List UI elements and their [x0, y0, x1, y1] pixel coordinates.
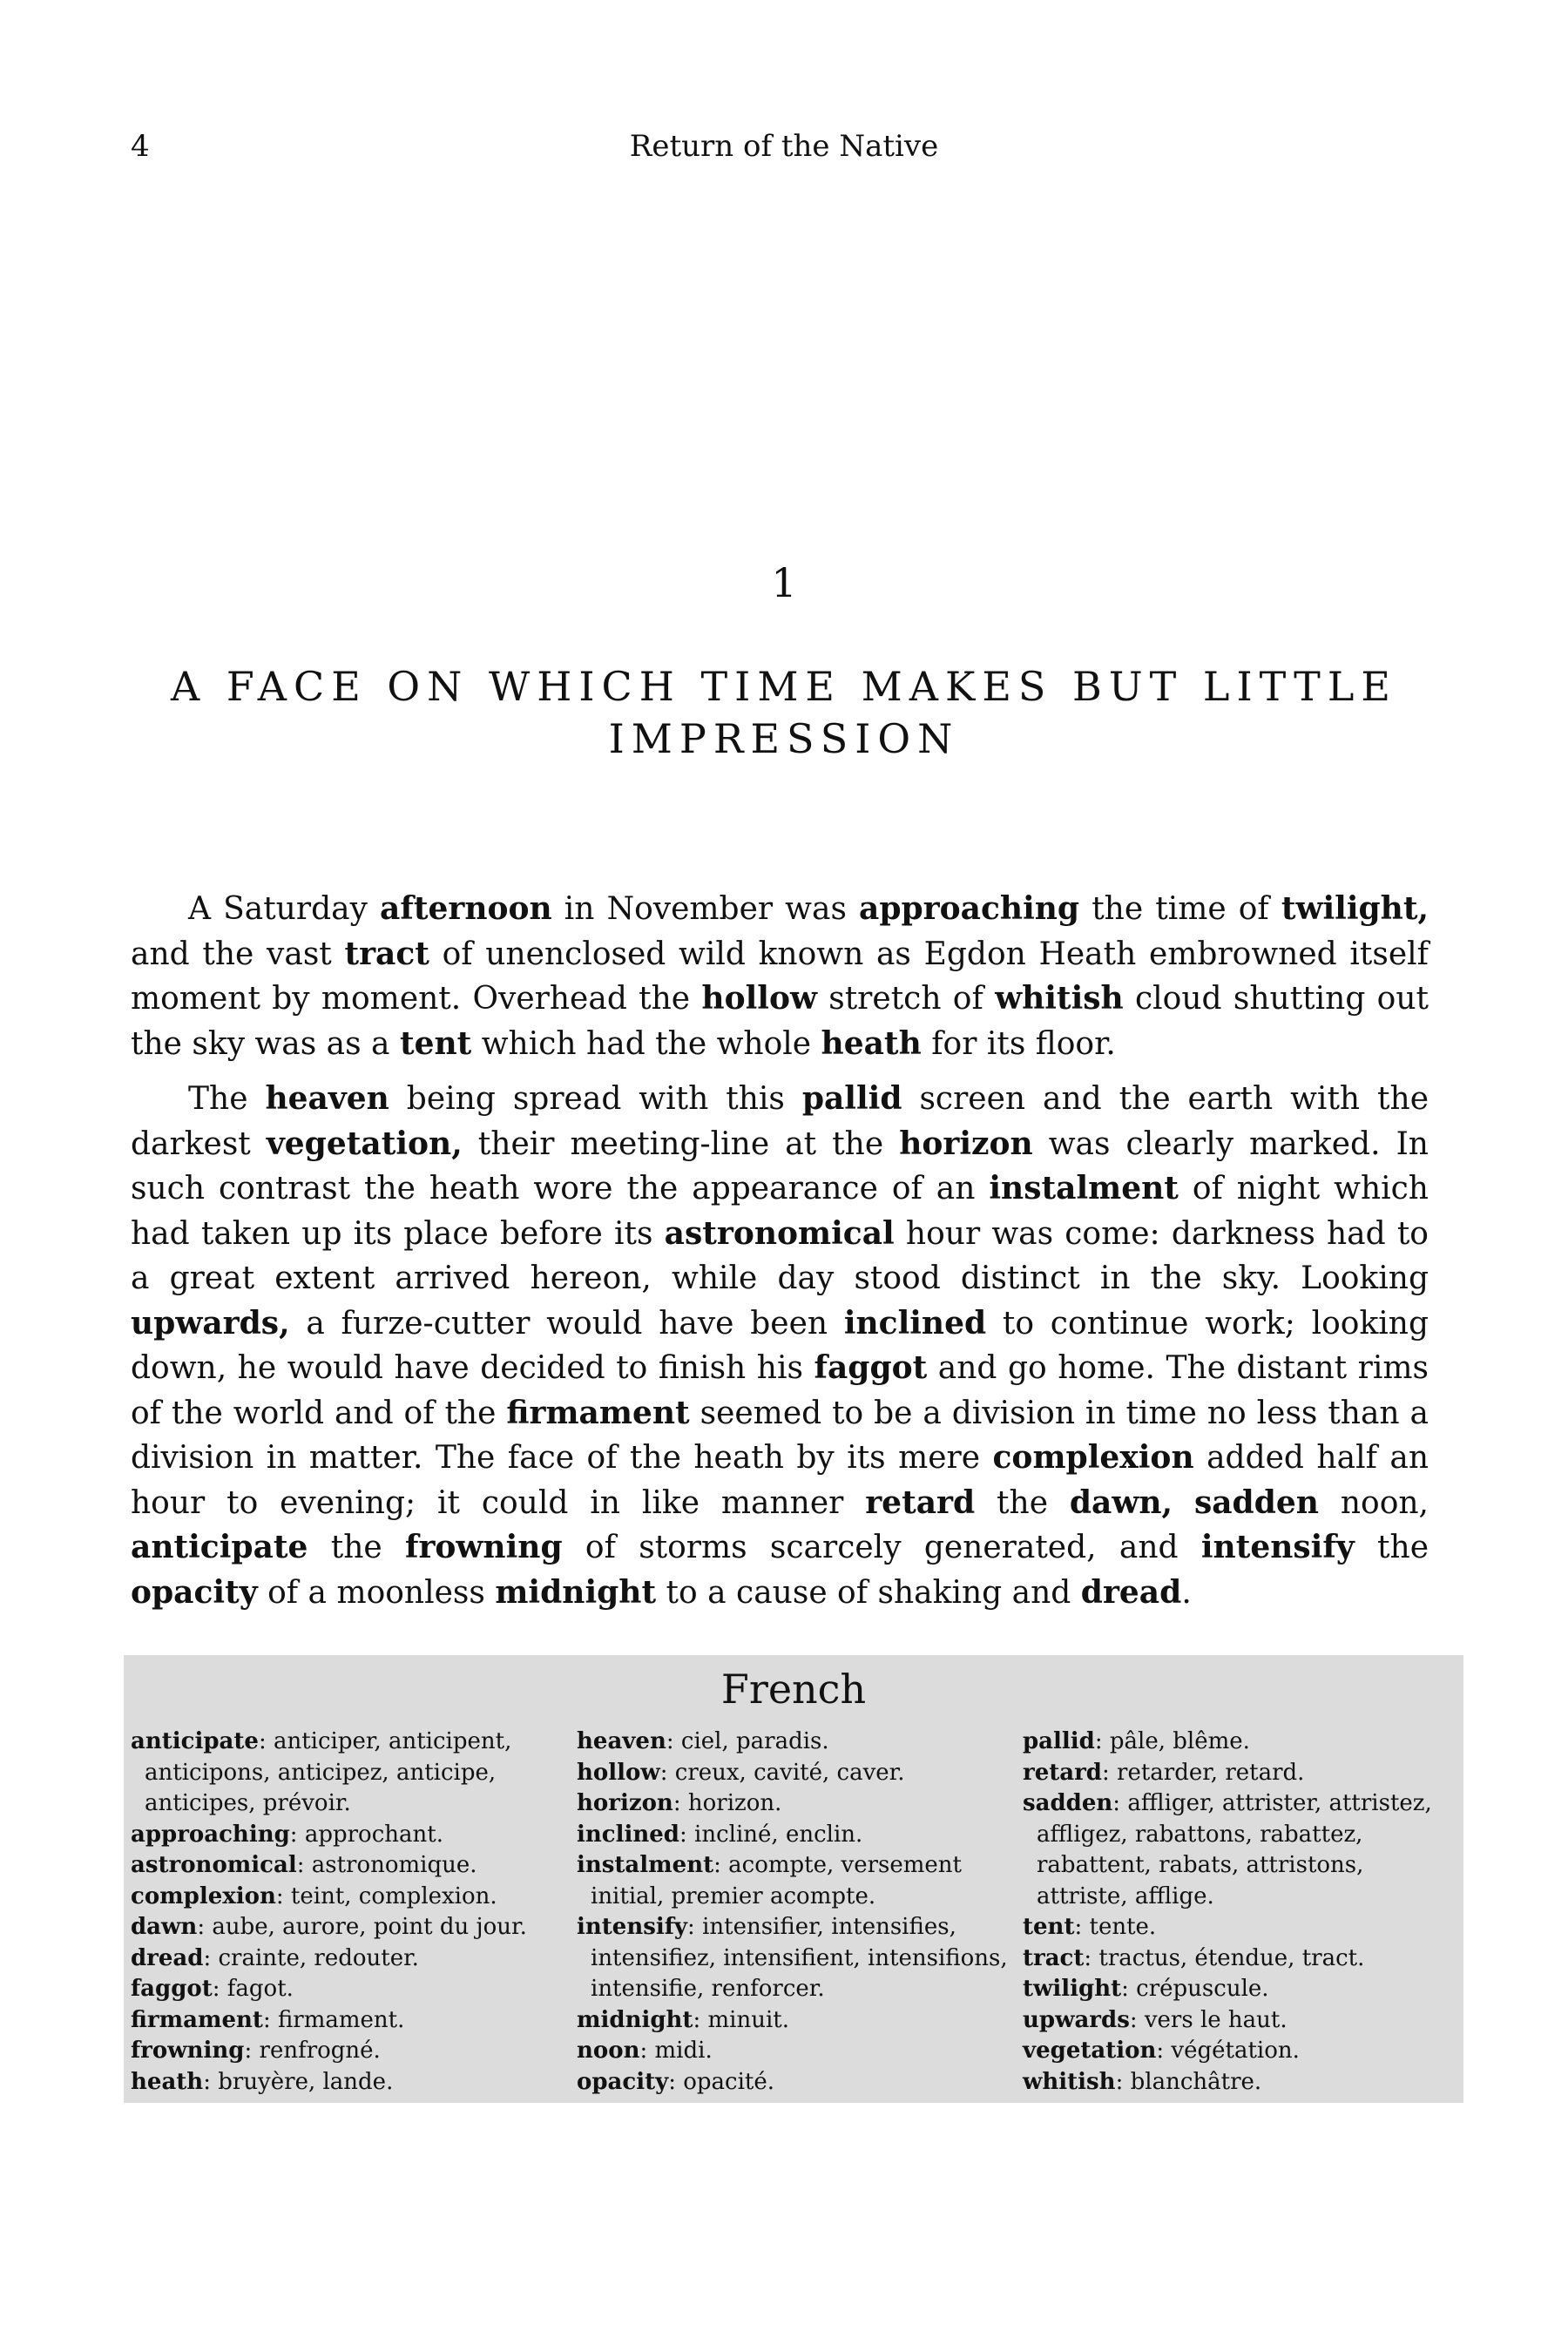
text-run: .: [1181, 1574, 1192, 1611]
glossary-definition: : fagot.: [212, 1976, 294, 2002]
text-run: stretch of: [816, 981, 996, 1017]
body-text: [131, 887, 1429, 1625]
glossary-term: instalment: [577, 1852, 714, 1878]
glossary-definition: : tente.: [1074, 1914, 1157, 1940]
glossary-term: approaching: [131, 1821, 290, 1848]
text-run: to a cause of shaking and: [656, 1574, 1081, 1611]
glossary-entry: [131, 1912, 564, 1943]
glossed-word: heaven: [265, 1080, 389, 1117]
text-run: seemed to be a division in time no less than a division in matter. The face of the heath by its mere: [131, 1395, 1429, 1476]
text-run: added half an hour to evening; it could in like manner: [131, 1440, 1429, 1521]
glossary-term: upwards: [1023, 2006, 1130, 2033]
glossary-entry: [1023, 1943, 1456, 1975]
text-run: the: [1354, 1530, 1429, 1565]
glossary-definition: : affliger, attrister, attristez, affligez, rabattons, rabattez, rabattent, rabats, attristons, attriste, afflige.: [1037, 1790, 1432, 1909]
glossed-word: upwards,: [131, 1304, 290, 1342]
french-glossary: [124, 1655, 1463, 2108]
glossary-term: hollow: [577, 1759, 660, 1786]
glossed-word: whitish: [995, 980, 1124, 1017]
glossary-term: firmament: [131, 2006, 263, 2033]
glossed-word: dread: [1080, 1573, 1182, 1611]
glossary-term: vegetation: [1023, 2038, 1157, 2064]
glossary-definition: : crainte, redouter.: [203, 1944, 419, 1971]
glossed-word: hollow: [701, 980, 817, 1017]
glossary-entry: [1023, 1974, 1456, 2005]
glossed-word: horizon: [899, 1125, 1033, 1162]
glossary-term: anticipate: [131, 1728, 259, 1754]
glossary-definition: : incliné, enclin.: [679, 1821, 863, 1848]
glossary-definition: : anticiper, anticipent, anticipons, anticipez, anticipe, anticipes, prévoir.: [145, 1728, 512, 1816]
glossary-entry: [1023, 2036, 1456, 2067]
glossary-term: dread: [131, 1944, 204, 1971]
glossed-word: dawn,: [1069, 1484, 1173, 1521]
text-run: the: [975, 1484, 1070, 1521]
glossary-term: complexion: [131, 1882, 276, 1909]
glossed-word: pallid: [801, 1080, 902, 1117]
glossary-definition: : creux, cavité, caver.: [659, 1759, 905, 1786]
text-run: cloud shutting out the sky was as a: [131, 981, 1429, 1062]
glossary-entry: [1023, 1788, 1456, 1912]
glossary-term: whitish: [1023, 2068, 1116, 2095]
glossary-definition: : minuit.: [693, 2006, 789, 2033]
glossary-term: astronomical: [131, 1852, 297, 1878]
text-run: and the vast: [131, 936, 345, 972]
glossed-word: anticipate: [131, 1529, 308, 1565]
glossary-entry: [577, 2036, 1010, 2067]
glossary-column-1: [131, 1727, 564, 2103]
text-run: which had the whole: [471, 1025, 821, 1062]
text-run: was clearly marked. In such contrast the heath wore the appearance of an: [131, 1125, 1429, 1206]
glossary-entry: [577, 1820, 1010, 1851]
glossed-word: tract: [344, 935, 429, 972]
glossed-word: tent: [399, 1024, 472, 1062]
glossary-entry: [1023, 2067, 1456, 2099]
glossed-word: vegetation,: [266, 1125, 463, 1162]
glossary-entry: [577, 1727, 1010, 1758]
glossary-term: midnight: [577, 2006, 693, 2033]
glossary-entry: [131, 2005, 564, 2037]
glossed-word: inclined: [843, 1304, 987, 1342]
glossary-definition: : intensifier, intensifies, intensifiez, intensifient, intensifions, intensifie, renforcer.: [591, 1914, 1008, 2002]
glossed-word: frowning: [404, 1529, 563, 1565]
glossary-definition: : tractus, étendue, tract.: [1084, 1944, 1365, 1971]
glossary-term: retard: [1023, 1759, 1102, 1786]
glossary-term: heath: [131, 2068, 204, 2095]
glossary-term: horizon: [577, 1790, 673, 1816]
glossed-word: approaching: [859, 890, 1080, 927]
text-run: to continue work; looking down, he would have decided to finish his: [131, 1305, 1429, 1386]
glossed-word: intensify: [1200, 1529, 1355, 1565]
glossed-word: opacity: [131, 1573, 258, 1611]
glossed-word: heath: [821, 1024, 922, 1062]
glossary-definition: : acompte, versement initial, premier acompte.: [591, 1852, 962, 1909]
glossary-definition: : astronomique.: [296, 1852, 477, 1878]
glossed-word: sadden: [1193, 1484, 1319, 1521]
glossary-entry: [131, 1943, 564, 1975]
glossary-term: heaven: [577, 1728, 666, 1754]
glossed-word: afternoon: [380, 890, 552, 927]
glossary-entry: [1023, 1758, 1456, 1789]
glossary-definition: : aube, aurore, point du jour.: [197, 1914, 527, 1940]
glossary-definition: : retarder, retard.: [1101, 1759, 1305, 1786]
glossary-entry: [131, 1820, 564, 1851]
glossary-definition: : opacité.: [668, 2068, 775, 2095]
text-run: the: [308, 1530, 405, 1565]
text-run: hour was come: darkness had to a great extent arrived hereon, while day stood distinct in the sky. Looking: [131, 1215, 1429, 1296]
glossary-definition: : bruyère, lande.: [203, 2068, 394, 2095]
glossed-word: complexion: [992, 1439, 1194, 1476]
glossary-term: sadden: [1023, 1790, 1113, 1816]
glossary-entry: [131, 1850, 564, 1882]
glossary-definition: : blanchâtre.: [1115, 2068, 1262, 2095]
glossed-word: firmament: [506, 1394, 690, 1431]
glossary-definition: : firmament.: [262, 2006, 405, 2033]
glossary-entry: [131, 1727, 564, 1820]
glossary-term: opacity: [577, 2068, 669, 2095]
glossary-definition: : crépuscule.: [1121, 1976, 1269, 2002]
glossary-entry: [1023, 2005, 1456, 2037]
book-title: Return of the Native: [629, 129, 939, 164]
glossed-word: instalment: [989, 1170, 1179, 1206]
chapter-number: 1: [771, 559, 797, 606]
text-run: for its floor.: [921, 1025, 1116, 1062]
text-run: their meeting-line at the: [462, 1125, 900, 1162]
text-run: of a moonless: [257, 1574, 496, 1611]
glossary-definition: : renfrogné.: [244, 2038, 381, 2064]
glossary-term: inclined: [577, 1821, 679, 1848]
glossed-word: astronomical: [664, 1214, 895, 1252]
glossary-entry: [131, 2067, 564, 2099]
glossed-word: twilight,: [1281, 890, 1429, 927]
text-run: of unenclosed wild known as Egdon Heath embrowned itself moment by moment. Overhead the: [131, 936, 1429, 1017]
glossary-term: tent: [1023, 1914, 1075, 1940]
glossary-definition: : vers le haut.: [1129, 2006, 1288, 2033]
glossary-definition: : végétation.: [1156, 2038, 1300, 2064]
glossary-definition: : teint, complexion.: [275, 1882, 497, 1909]
text-run: and go home. The distant rims of the world and of the: [131, 1350, 1429, 1431]
glossary-entry: [577, 2005, 1010, 2037]
text-run: screen and the earth with the darkest: [131, 1081, 1429, 1162]
glossary-entry: [577, 1758, 1010, 1789]
glossary-definition: : approchant.: [289, 1821, 443, 1848]
glossary-definition: : ciel, paradis.: [666, 1728, 829, 1754]
text-run: of night which had taken up its place before its: [131, 1171, 1429, 1252]
glossary-term: faggot: [131, 1976, 213, 2002]
glossary-entry: [577, 2067, 1010, 2099]
glossary-term: pallid: [1023, 1728, 1095, 1754]
glossary-definition: : horizon.: [672, 1790, 782, 1816]
text-run: of storms scarcely generated, and: [562, 1530, 1201, 1565]
glossary-term: frowning: [131, 2038, 245, 2064]
glossary-term: dawn: [131, 1914, 198, 1940]
text-run: being spread with this: [389, 1081, 802, 1117]
glossary-column-2: [577, 1727, 1010, 2103]
glossary-entry: [577, 1912, 1010, 2005]
glossary-column-3: [1023, 1727, 1456, 2103]
glossary-definition: : midi.: [639, 2038, 713, 2064]
glossary-entry: [577, 1850, 1010, 1912]
glossary-definition: : pâle, blême.: [1094, 1728, 1250, 1754]
glossary-entry: [131, 1974, 564, 2005]
glossary-entry: [1023, 1727, 1456, 1758]
paragraph-2: [131, 1077, 1429, 1615]
text-run: a furze-cutter would have been: [289, 1305, 844, 1342]
glossary-term: twilight: [1023, 1976, 1122, 2002]
text-run: [1173, 1485, 1194, 1521]
glossary-term: tract: [1023, 1944, 1085, 1971]
text-run: noon,: [1318, 1484, 1429, 1521]
glossary-entry: [131, 2036, 564, 2067]
glossed-word: midnight: [495, 1573, 657, 1611]
glossary-entry: [131, 1882, 564, 1913]
text-run: A Saturday: [188, 891, 381, 927]
glossary-term: noon: [577, 2038, 640, 2064]
paragraph-1: [131, 887, 1429, 1066]
text-run: The: [188, 1081, 266, 1117]
glossary-entry: [1023, 1912, 1456, 1943]
page-number: 4: [131, 129, 150, 164]
glossed-word: faggot: [814, 1349, 928, 1386]
glossary-title: French: [720, 1666, 867, 1713]
chapter-title: A FACE ON WHICH TIME MAKES BUT LITTLE IMPRESSION: [171, 663, 1397, 762]
glossed-word: retard: [865, 1484, 976, 1521]
text-run: in November was: [551, 891, 860, 927]
glossary-term: intensify: [577, 1914, 688, 1940]
glossary-entry: [577, 1788, 1010, 1820]
running-head: [131, 129, 1437, 172]
text-run: the time of: [1079, 891, 1281, 927]
glossary-bottom-edge: [124, 2103, 1463, 2108]
